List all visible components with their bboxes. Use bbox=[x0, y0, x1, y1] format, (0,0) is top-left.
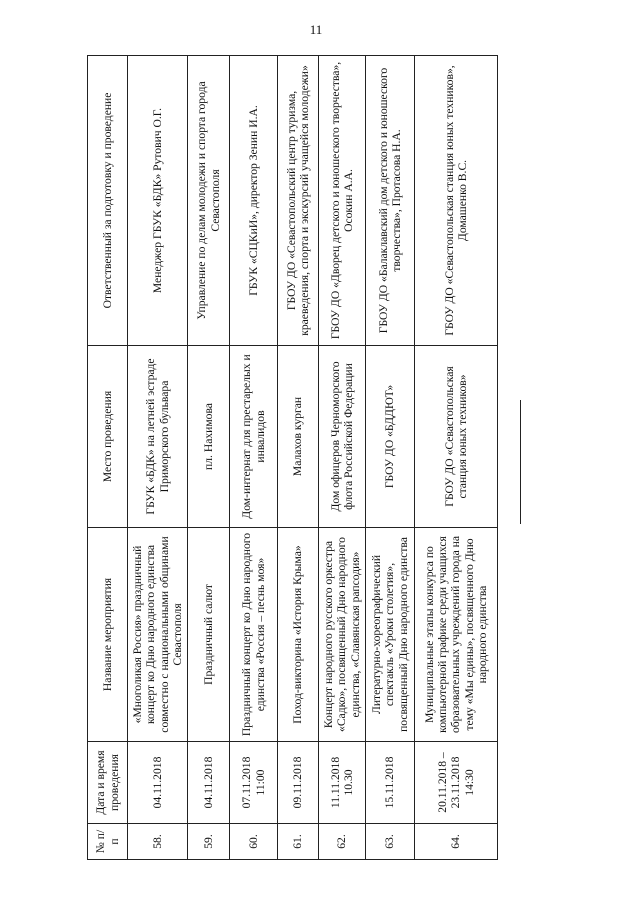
header-responsible: Ответственный за подготовку и проведение bbox=[88, 56, 128, 346]
row-responsible: ГБОУ ДО «Дворец детского и юношеского творчества», Осокин А.А. bbox=[319, 56, 366, 346]
row-place: Дом офицеров Черноморского флота Российской Федерации bbox=[319, 346, 366, 528]
table-header-row bbox=[88, 56, 128, 860]
table-row bbox=[415, 56, 498, 860]
row-name: «Многоликая Россия» праздничный концерт ко Дню народного единства совместно с национальными общинами Севастополя bbox=[128, 528, 188, 742]
row-name: Поход-викторина «История Крыма» bbox=[278, 528, 319, 742]
row-num: 60. bbox=[230, 824, 278, 860]
row-date: 20.11.2018 – 23.11.2018 14:30 bbox=[415, 742, 498, 824]
row-num: 63. bbox=[366, 824, 415, 860]
table-row bbox=[278, 56, 319, 860]
table-row bbox=[319, 56, 366, 860]
row-num: 62. bbox=[319, 824, 366, 860]
row-date: 09.11.2018 bbox=[278, 742, 319, 824]
row-place: ГБУК «БДК» на летней эстраде Приморского бульвара bbox=[128, 346, 188, 528]
table-row bbox=[188, 56, 230, 860]
row-num: 59. bbox=[188, 824, 230, 860]
row-responsible: ГБОУ ДО «Севастопольская станция юных техников», Домашенко В.С. bbox=[415, 56, 498, 346]
table-row bbox=[128, 56, 188, 860]
row-place: ГБОУ ДО «БДДЮТ» bbox=[366, 346, 415, 528]
row-place: Малахов курган bbox=[278, 346, 319, 528]
row-name: Праздничный концерт ко Дню народного единства «Россия – песнь моя» bbox=[230, 528, 278, 742]
page-number: 11 bbox=[309, 22, 323, 37]
row-date: 15.11.2018 bbox=[366, 742, 415, 824]
row-date: 07.11.2018 11:00 bbox=[230, 742, 278, 824]
row-place: Дом-интернат для престарелых и инвалидов bbox=[230, 346, 278, 528]
header-date: Дата и время проведения bbox=[88, 742, 128, 824]
table-row bbox=[230, 56, 278, 860]
row-name: Концерт народного русского оркестра «Садко», посвященный Дню народного единства, «Славянская рапсодия» bbox=[319, 528, 366, 742]
row-place: ГБОУ ДО «Севастопольская станция юных техников» bbox=[415, 346, 498, 528]
row-date: 11.11.2018 10.30 bbox=[319, 742, 366, 824]
row-responsible: ГБОУ ДО «Балаклавский дом детского и юношеского творчества», Протасова Н.А. bbox=[366, 56, 415, 346]
header-place: Место проведения bbox=[88, 346, 128, 528]
events-table-wrapper bbox=[87, 56, 497, 860]
header-num: № п/п bbox=[88, 824, 128, 860]
row-name: Муниципальные этапы конкурса по компьютерной графике среди учащихся образовательных учреждений города на тему «Мы едины», посвященного Дню народного единства bbox=[415, 528, 498, 742]
table-row bbox=[366, 56, 415, 860]
row-name: Праздничный салют bbox=[188, 528, 230, 742]
row-responsible: Управление по делам молодежи и спорта города Севастополя bbox=[188, 56, 230, 346]
row-num: 64. bbox=[415, 824, 498, 860]
end-rule bbox=[520, 400, 521, 524]
row-responsible: ГБОУ ДО «Севастопольский центр туризма, краеведения, спорта и экскурсий учащейся молодежи» bbox=[278, 56, 319, 346]
row-num: 58. bbox=[128, 824, 188, 860]
row-place: пл. Нахимова bbox=[188, 346, 230, 528]
header-name: Название мероприятия bbox=[88, 528, 128, 742]
row-name: Литературно-хореографический спектакль «Уроки столетия», посвященный Дню народного единства bbox=[366, 528, 415, 742]
row-responsible: Менеджер ГБУК «БДК» Рутович О.Г. bbox=[128, 56, 188, 346]
row-date: 04.11.2018 bbox=[128, 742, 188, 824]
events-table bbox=[87, 55, 498, 860]
row-num: 61. bbox=[278, 824, 319, 860]
row-responsible: ГБУК «СЦКиИ», директор Зенин И.А. bbox=[230, 56, 278, 346]
events-table-rotated bbox=[87, 56, 497, 860]
row-date: 04.11.2018 bbox=[188, 742, 230, 824]
